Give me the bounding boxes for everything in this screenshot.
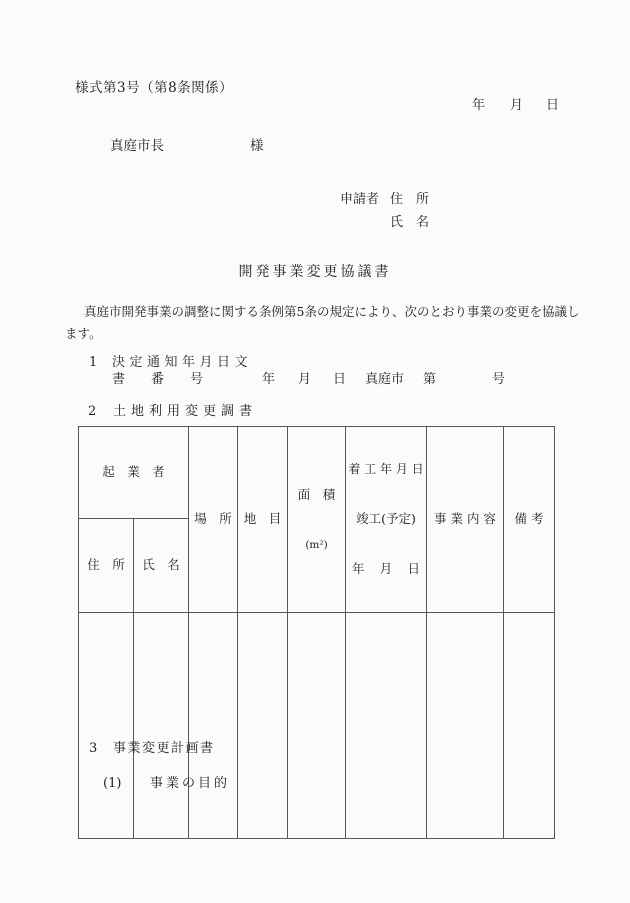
section1-date-month: 月 — [298, 372, 312, 387]
th-business-content: 事 業 内 容 — [427, 427, 504, 613]
th-start-date — [346, 427, 427, 613]
applicant-name-label: 氏 名 — [390, 215, 430, 230]
applicant-address-label: 住 所 — [390, 192, 430, 207]
cell-start-date — [346, 612, 427, 838]
cell-remarks — [504, 612, 555, 838]
addressee-name: 真庭市長 — [110, 138, 164, 154]
cell-name — [134, 612, 189, 838]
th-area — [288, 427, 346, 613]
header-date-year: 年 — [472, 98, 486, 113]
th-start-line3 — [346, 561, 426, 578]
section1-city: 真庭市 — [365, 372, 405, 387]
th-remarks: 備 考 — [504, 427, 555, 613]
th-start-year: 年 — [352, 561, 365, 577]
cell-land-category — [238, 612, 288, 838]
section3-number: 3 — [89, 741, 98, 756]
section1-label-line1: 決定通知年月日文 — [112, 355, 253, 370]
body-paragraph: 真庭市開発事業の調整に関する条例第5条の規定により、次のとおり事業の変更を協議します。 — [65, 304, 580, 341]
th-address: 住 所 — [79, 518, 134, 612]
th-developer: 起 業 者 — [79, 427, 189, 519]
th-name: 氏 名 — [134, 518, 189, 612]
section1-number: 1 — [89, 355, 98, 370]
cell-area — [288, 612, 346, 838]
th-start-day: 日 — [407, 561, 420, 577]
cell-business-content — [427, 612, 504, 838]
th-start-line2: 竣工(予定) — [356, 510, 416, 526]
form-number: 様式第3号（第8条関係） — [75, 80, 234, 96]
header-date-month: 月 — [510, 98, 524, 113]
section3-label: 事業変更計画書 — [113, 741, 215, 756]
addressee-honorific: 様 — [250, 138, 264, 154]
section3-item1-number: (1) — [103, 776, 122, 791]
applicant-label: 申請者 — [340, 192, 380, 207]
section3-item1-label: 事業の目的 — [150, 776, 231, 791]
section2-number: 2 — [88, 404, 97, 419]
section1-doc-no-prefix: 第 — [423, 372, 437, 387]
section1-date-year: 年 — [262, 372, 276, 387]
section2-label: 土地利用変更調書 — [113, 404, 258, 419]
th-start-month: 月 — [379, 561, 393, 577]
cell-address — [79, 612, 134, 838]
section1-label-line2: 書 番 号 — [112, 372, 204, 387]
section1-date-day: 日 — [333, 372, 347, 387]
th-place: 場 所 — [189, 427, 238, 613]
th-land-category: 地 目 — [238, 427, 288, 613]
cell-place — [189, 612, 238, 838]
page-title: 開発事業変更協議書 — [238, 264, 392, 280]
th-start-line1: 着 工 年 月 日 — [348, 461, 424, 476]
header-date-day: 日 — [546, 98, 560, 113]
th-area-unit: (m²) — [305, 538, 328, 551]
th-area-line1: 面 積 — [297, 487, 336, 503]
section1-doc-no-suffix: 号 — [492, 372, 506, 387]
